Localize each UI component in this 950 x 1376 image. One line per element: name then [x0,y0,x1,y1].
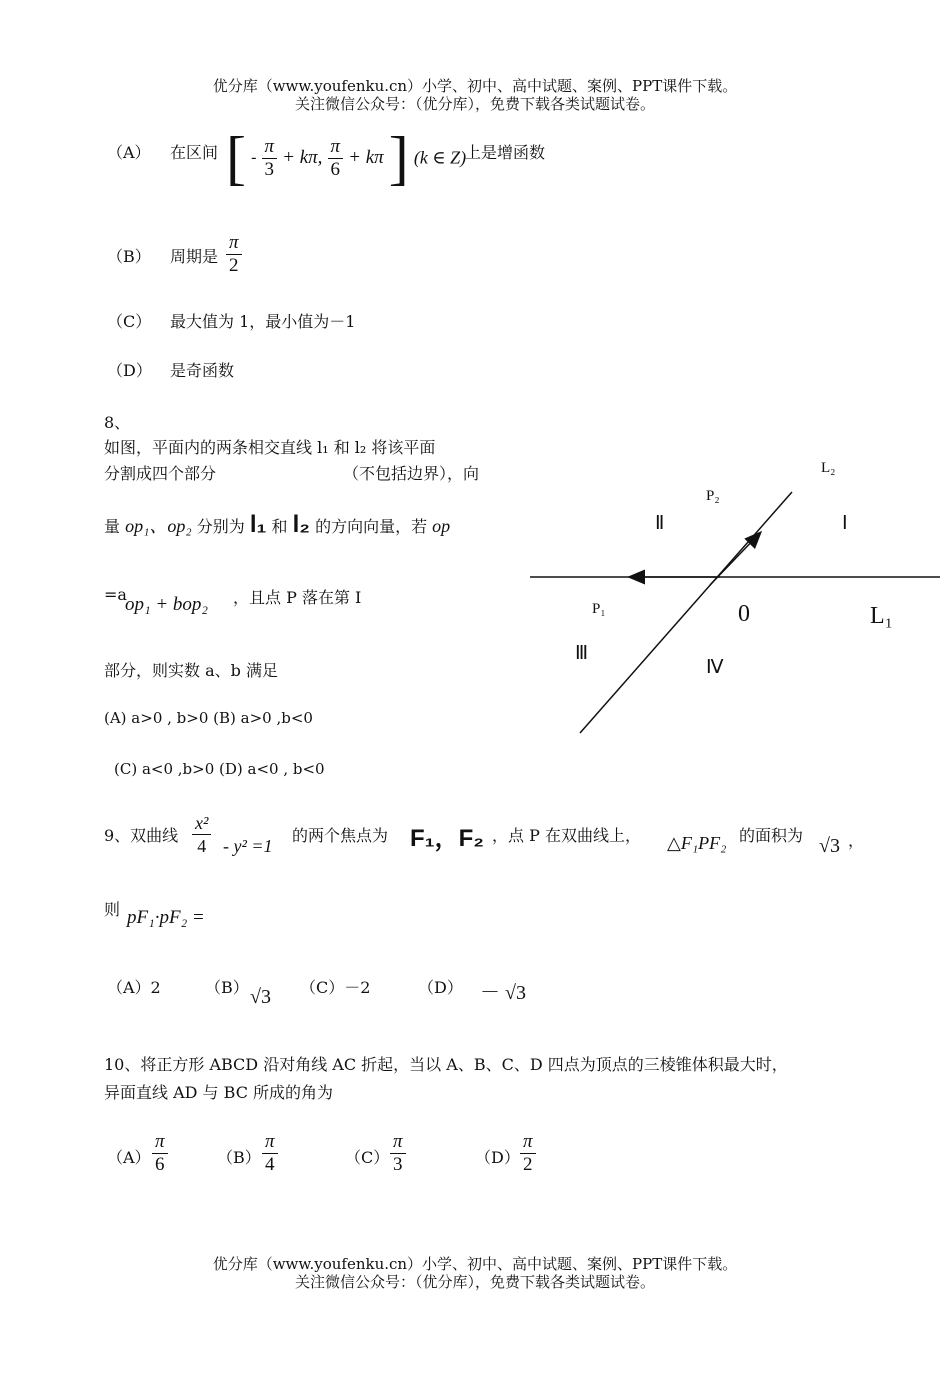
footer-line-1: 优分库（www.youfenku.cn）小学、初中、高中试题、案例、PPT课件下载。 [212,1255,738,1273]
q10-option-b-fraction: $\frac{\pi}{4}$ [262,1131,278,1176]
q8-line-2a: 分割成四个部分 [104,464,217,483]
q9-dot-product: pF₁·pF₂ = [127,907,205,928]
label-region-1: Ⅰ [842,513,848,534]
q9-option-c: （C）－2 [300,978,371,997]
q8-options-row-1: (A) a>0 , b>0 (B) a>0 ,b<0 [104,709,313,727]
q9-comma: ， [848,831,865,850]
q8-line-3: 量 op₁、op₂ 分别为 l₁ 和 l₂ 的方向向量，若 op [104,511,451,538]
label-l1: L₁ [870,603,894,629]
q7-option-d-label: （D） [107,361,152,380]
line-l2 [580,492,792,733]
q8-options-row-2: (C) a<0 ,b>0 (D) a<0 , b<0 [114,760,325,778]
fraction-pi-6: $\frac{\pi}{6}$ [328,136,344,181]
q8-vector-sum: op₁ + bop₂ [125,594,209,615]
q10-option-d-fraction: $\frac{\pi}{2}$ [520,1131,536,1176]
q7-option-c-label: （C） [107,312,152,331]
q9-option-d-label: （D） [418,978,463,997]
q10-option-c-label: （C） [345,1148,390,1167]
label-region-3: Ⅲ [575,643,589,664]
q8-line-4a: =a [104,585,127,604]
q10-line-2: 异面直线 AD 与 BC 所成的角为 [104,1083,334,1102]
footer-line-2: 关注微信公众号：（优分库），免费下载各类试题试卷。 [294,1273,655,1291]
q7-option-b-fraction: $\frac{\pi}{2}$ [226,232,242,277]
label-l2: L₂ [821,460,836,476]
q8-number: 8、 [104,413,131,432]
q8-line-5: 部分，则实数 a、b 满足 [104,661,278,680]
header-line-1: 优分库（www.youfenku.cn）小学、初中、高中试题、案例、PPT课件下载。 [212,77,738,95]
k-pi-term-2: + kπ [348,147,384,168]
q9-text-3: 的两个焦点为 [292,826,389,845]
k-pi-term: + kπ, [282,147,323,168]
q7-option-a-text: 在区间 [170,143,219,162]
q9-fraction-x2-4: $\frac{\text{x²}}{4}$ [192,812,211,857]
q7-option-a-text-2: 上是增函数 [465,143,546,162]
q7-option-c-text: 最大值为 1，最小值为－1 [170,312,356,331]
q8-line-4c: ，且点 P 落在第 I [233,588,362,607]
q10-option-c-fraction: $\frac{\pi}{3}$ [390,1131,406,1176]
label-p2: P₂ [706,488,720,504]
q10-option-b-label: （B） [217,1148,261,1167]
label-origin: 0 [738,601,750,627]
minus-sign: - [251,149,257,166]
q9-option-a: （A）2 [107,978,161,997]
q9-sqrt3: √3 [819,835,840,857]
fraction-pi-3: $\frac{\pi}{3}$ [262,136,278,181]
q9-text-5: 的面积为 [739,826,804,845]
k-in-z: (k ∈ Z) [413,147,467,168]
q10-option-d-label: （D） [475,1148,520,1167]
q9-minus-y2: - y² =1 [223,836,273,856]
q9-option-d-value: － √3 [480,982,526,1004]
q9-then: 则 [104,900,121,919]
q9-text-4: ，点 P 在双曲线上， [492,826,641,845]
q9-foci: F₁，F₂ [410,825,484,852]
label-region-4: Ⅳ [706,657,724,678]
q10-option-a-fraction: $\frac{\pi}{6}$ [152,1131,168,1176]
q7-option-b-text: 周期是 [170,247,219,266]
q7-option-d-text: 是奇函数 [170,361,235,380]
q8-diagram [520,450,950,750]
q10-option-a-label: （A） [107,1148,151,1167]
label-p1: P₁ [592,601,606,617]
q10-line-1: 10、将正方形 ABCD 沿对角线 AC 折起，当以 A、B、C、D 四点为顶点的三棱锥体积最大时， [104,1055,788,1074]
q9-text-1: 9、双曲线 [104,826,179,845]
q7-option-a-interval: [ - $\frac{\pi}{3}$ + kπ, $\frac{\pi}{6}$ + kπ ] (k ∈ Z) [226,125,467,191]
q8-line-1: 如图，平面内的两条相交直线 l₁ 和 l₂ 将该平面 [104,438,436,457]
q9-option-b-value: √3 [250,986,271,1008]
q7-option-b-label: （B） [107,247,151,266]
q8-line-2b: （不包括边界），向 [343,464,480,483]
header-line-2: 关注微信公众号：（优分库），免费下载各类试题试卷。 [294,95,655,113]
label-region-2: Ⅱ [655,513,665,534]
q9-option-b-label: （B） [205,978,249,997]
q9-triangle: △F₁PF₂ [667,833,727,853]
q7-option-a-label: （A） [107,143,151,162]
